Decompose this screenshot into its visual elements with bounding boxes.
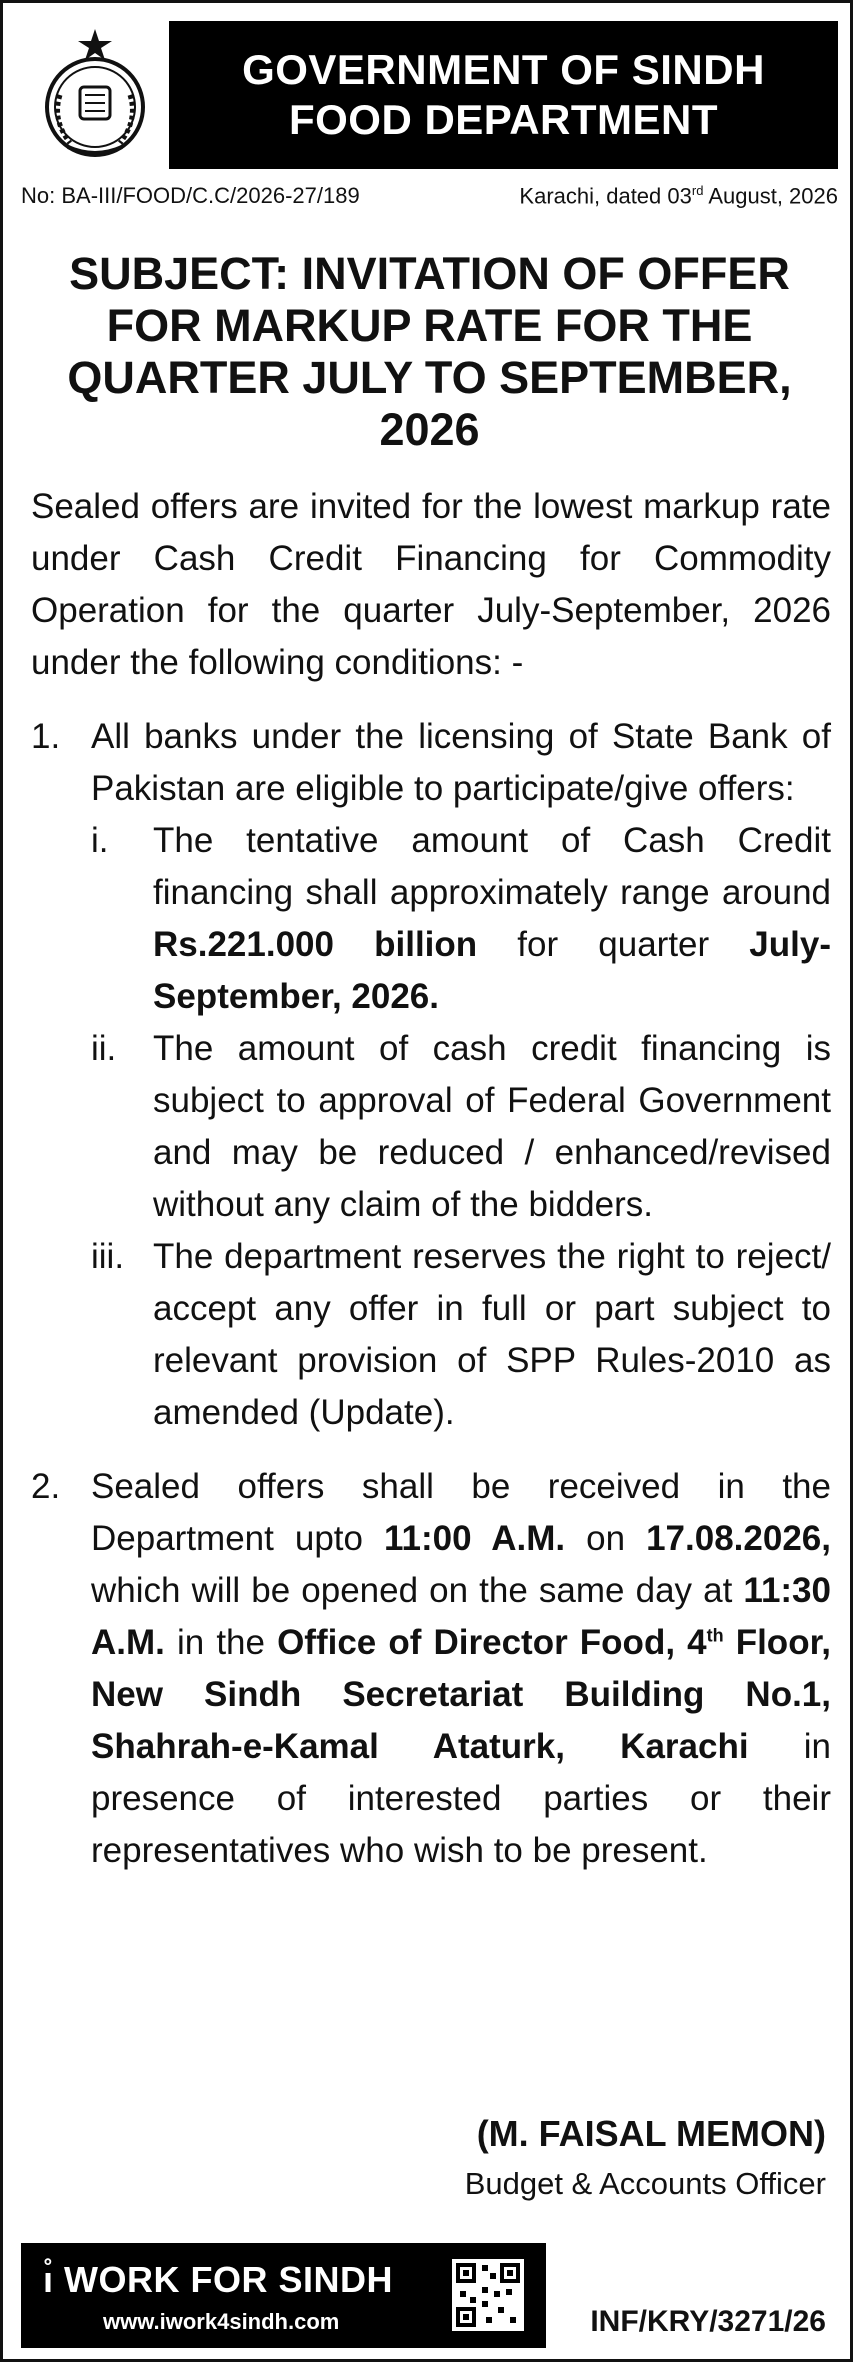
condition-1-text: All banks under the licensing of State Bank of Pakistan are eligible to participate/give offers: <box>91 717 831 808</box>
condition-2: 2. Sealed offers shall be received in the Department upto 11:00 A.M. on 17.08.2026, which will be opened on the same day at 11:30 A.M. in the Office of Director Food, 4th Floor, New Sindh Secretariat Building No.1, Shahrah-e-Kamal Ataturk, Karachi in presence of interested parties or their representatives who wish to be present. <box>31 1467 832 1870</box>
condition-1-i: i. The tentative amount of Cash Credit financing shall approximately range around Rs.221.000 billion for quarter July-September, 2026. <box>91 821 831 1016</box>
notice-body <box>31 481 831 1877</box>
signature-block <box>465 2108 826 2208</box>
qr-code-icon <box>452 2259 524 2331</box>
header-band <box>169 21 838 169</box>
reference-line <box>21 183 838 209</box>
i-logo-icon: ı̊ <box>43 2259 54 2300</box>
signatory-name: (M. FAISAL MEMON) <box>476 2113 826 2154</box>
subject-heading: SUBJECT: INVITATION OF OFFER FOR MARKUP RATE FOR THE QUARTER JULY TO SEPTEMBER, 2026 <box>67 248 792 455</box>
reference-date: Karachi, dated 03rd August, 2026 <box>519 183 838 209</box>
sindh-seal-icon <box>21 21 169 169</box>
iwork4sindh-banner <box>21 2243 546 2348</box>
brand-logo: ı̊ WORK FOR SINDH <box>43 2259 394 2300</box>
header <box>21 21 838 169</box>
intro-paragraph: Sealed offers are invited for the lowest markup rate under Cash Credit Financing for Commodity Operation for the quarter July-September, 2026 under the following conditions: - <box>31 487 831 682</box>
reference-number: No: BA-III/FOOD/C.C/2026-27/189 <box>21 183 360 208</box>
header-title-line2: FOOD DEPARTMENT <box>288 96 719 143</box>
condition-1: 1. All banks under the licensing of State Bank of Pakistan are eligible to participate/give offers: i. The tentative amount of Cash Credit financing shall approximately range around Rs.221.000 billion for quarter July-September, 2026. ii. The amount of cash credit financing is subject to approval of Federal Government and may be reduced / enhanced/revised without any claim of the bidders. iii. The department reserves the right to reject/ accept any offer in full or part subject to relevant provision of SPP Rules-2010 as amended (Update). <box>31 711 831 1439</box>
condition-1-ii: ii. The amount of cash credit financing is subject to approval of Federal Government and may be reduced / enhanced/revised without any claim of the bidders. <box>91 1029 831 1224</box>
condition-1-iii: iii. The department reserves the right to reject/ accept any offer in full or part subject to relevant provision of SPP Rules-2010 as amended (Update). <box>91 1237 831 1432</box>
signatory-designation: Budget & Accounts Officer <box>464 2166 826 2201</box>
brand-url: www.iwork4sindh.com <box>103 2309 340 2334</box>
inf-number: INF/KRY/3271/26 <box>590 2305 826 2338</box>
header-title-line1: GOVERNMENT OF SINDH <box>242 46 765 93</box>
